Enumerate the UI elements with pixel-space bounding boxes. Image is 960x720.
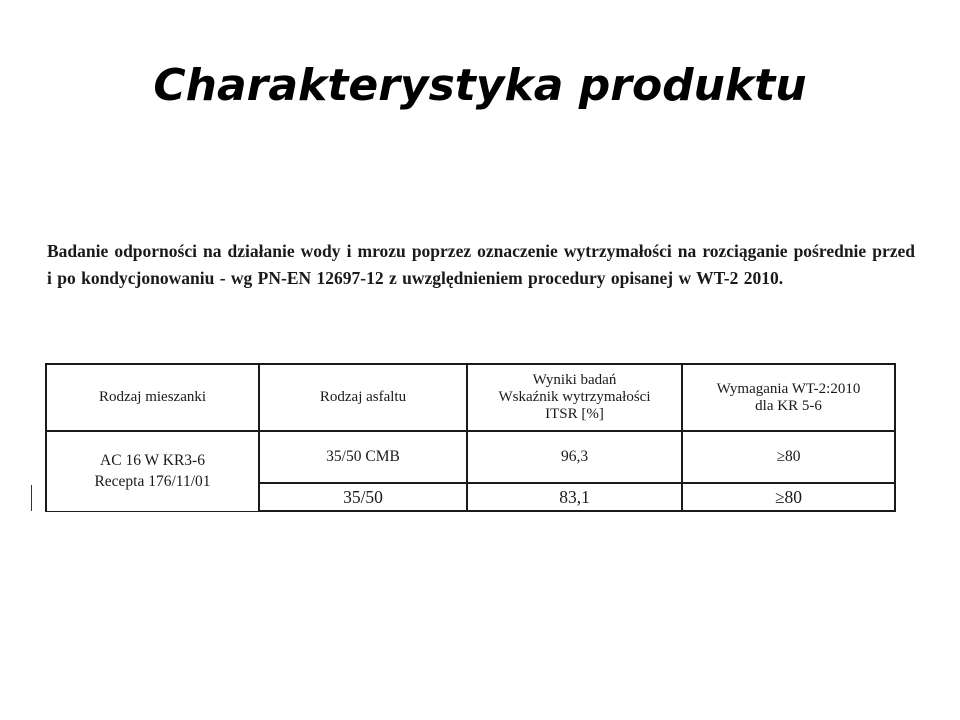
- requirement-cell: ≥80: [682, 431, 895, 483]
- requirement-cell: ≥80: [682, 483, 895, 511]
- table-header-row: [46, 364, 895, 431]
- mix-cell: [46, 431, 259, 511]
- slide-title: Charakterystyka produktu: [153, 60, 807, 111]
- result-cell: 96,3: [467, 431, 682, 483]
- asphalt-cell: 35/50 CMB: [259, 431, 467, 483]
- header-requirements: [682, 364, 895, 431]
- header-asphalt-type: Rodzaj asfaltu: [259, 364, 467, 431]
- table-row: [46, 431, 895, 483]
- header-results-line-2: Wskaźnik wytrzymałości: [498, 389, 651, 405]
- results-table: [45, 363, 896, 512]
- header-results-line-3: ITSR [%]: [545, 406, 604, 422]
- header-requirements-line-1: Wymagania WT-2:2010: [716, 380, 861, 397]
- header-results-line-1: Wyniki badań: [532, 372, 617, 388]
- mix-line-1: AC 16 W KR3-6: [100, 452, 205, 470]
- text-cursor-mark: [31, 485, 32, 511]
- header-mix-type: Rodzaj mieszanki: [46, 364, 259, 431]
- mix-line-2: Recepta 176/11/01: [94, 473, 211, 491]
- intro-paragraph: Badanie odporności na działanie wody i mrozu poprzez oznaczenie wytrzymałości na rozciąganie pośrednie przed i po kondycjonowaniu - wg PN-EN 12697-12 z uwzględnieniem procedury opisanej w WT-2 2010.: [47, 241, 915, 288]
- header-requirements-line-2: dla KR 5-6: [755, 397, 822, 414]
- asphalt-cell: 35/50: [259, 483, 467, 511]
- result-cell: 83,1: [467, 483, 682, 511]
- header-results: [467, 364, 682, 431]
